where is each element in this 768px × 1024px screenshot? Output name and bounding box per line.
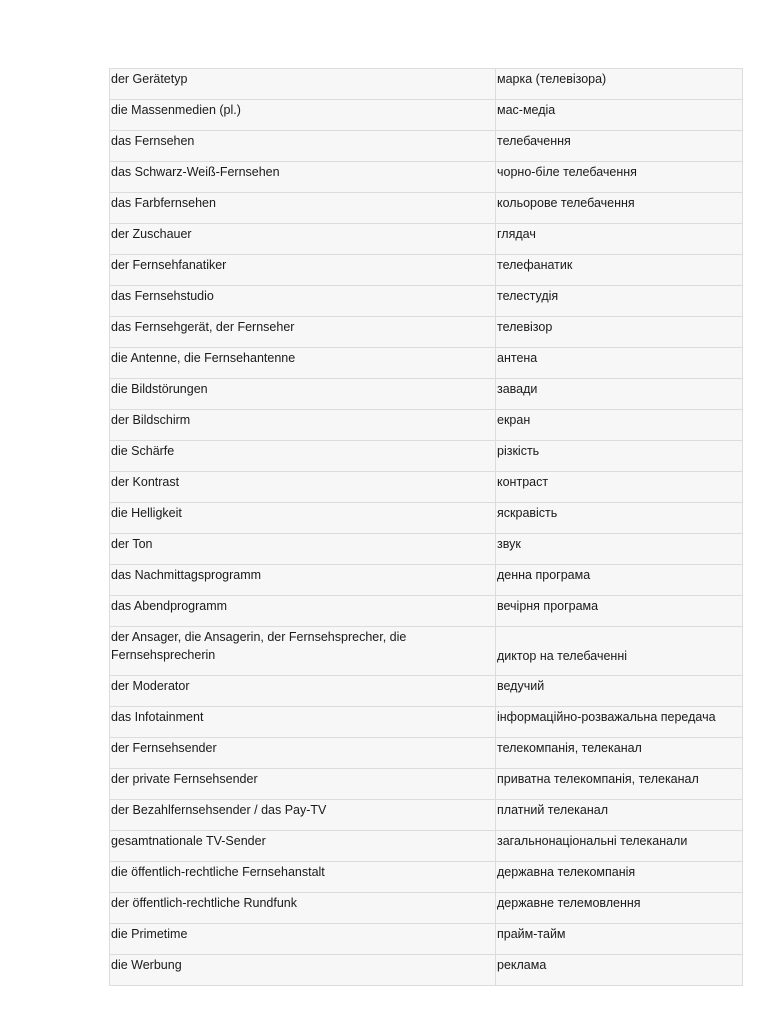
ukrainian-translation: завади xyxy=(496,379,743,410)
german-term: die Massenmedien (pl.) xyxy=(110,100,496,131)
table-row xyxy=(110,862,743,893)
table-row xyxy=(110,831,743,862)
table-row xyxy=(110,69,743,100)
german-term: das Fernsehen xyxy=(110,131,496,162)
ukrainian-translation: телебачення xyxy=(496,131,743,162)
german-term: das Farbfernsehen xyxy=(110,193,496,224)
german-term: der Ton xyxy=(110,534,496,565)
german-term: der Fernsehsender xyxy=(110,738,496,769)
german-term: der öffentlich-rechtliche Rundfunk xyxy=(110,893,496,924)
vocabulary-table xyxy=(109,68,743,986)
table-row xyxy=(110,503,743,534)
ukrainian-translation: телефанатик xyxy=(496,255,743,286)
ukrainian-translation: денна програма xyxy=(496,565,743,596)
table-row xyxy=(110,224,743,255)
table-row xyxy=(110,565,743,596)
german-term: die Werbung xyxy=(110,955,496,986)
german-term: der Kontrast xyxy=(110,472,496,503)
table-row xyxy=(110,596,743,627)
german-term: das Abendprogramm xyxy=(110,596,496,627)
ukrainian-translation: контраст xyxy=(496,472,743,503)
german-term: der Zuschauer xyxy=(110,224,496,255)
table-row xyxy=(110,286,743,317)
ukrainian-translation: телевізор xyxy=(496,317,743,348)
ukrainian-translation: інформаційно-розважальна передача xyxy=(496,707,743,738)
ukrainian-translation: реклама xyxy=(496,955,743,986)
ukrainian-translation: чорно-біле телебачення xyxy=(496,162,743,193)
table-row xyxy=(110,348,743,379)
german-term: der Bildschirm xyxy=(110,410,496,441)
ukrainian-translation: екран xyxy=(496,410,743,441)
german-term: die Bildstörungen xyxy=(110,379,496,410)
table-row xyxy=(110,676,743,707)
ukrainian-translation: загальнонаціональні телеканали xyxy=(496,831,743,862)
german-term: das Fernsehstudio xyxy=(110,286,496,317)
ukrainian-translation: антена xyxy=(496,348,743,379)
table-row xyxy=(110,738,743,769)
vocabulary-table-body xyxy=(110,69,743,986)
ukrainian-translation: телекомпанія, телеканал xyxy=(496,738,743,769)
ukrainian-translation: приватна телекомпанія, телеканал xyxy=(496,769,743,800)
ukrainian-translation: державна телекомпанія xyxy=(496,862,743,893)
table-row xyxy=(110,800,743,831)
german-term: das Nachmittagsprogramm xyxy=(110,565,496,596)
german-term: die Helligkeit xyxy=(110,503,496,534)
table-row xyxy=(110,441,743,472)
ukrainian-translation: державне телемовлення xyxy=(496,893,743,924)
german-term: die öffentlich-rechtliche Fernsehanstalt xyxy=(110,862,496,893)
ukrainian-translation: різкість xyxy=(496,441,743,472)
ukrainian-translation: кольорове телебачення xyxy=(496,193,743,224)
german-term: die Schärfe xyxy=(110,441,496,472)
german-term: die Primetime xyxy=(110,924,496,955)
table-row xyxy=(110,317,743,348)
document-page xyxy=(109,68,742,986)
german-term: das Fernsehgerät, der Fernseher xyxy=(110,317,496,348)
german-term: gesamtnationale TV-Sender xyxy=(110,831,496,862)
table-row xyxy=(110,534,743,565)
table-row xyxy=(110,627,743,676)
german-term: der Bezahlfernsehsender / das Pay-TV xyxy=(110,800,496,831)
german-term: das Schwarz-Weiß-Fernsehen xyxy=(110,162,496,193)
german-term: der Fernsehfanatiker xyxy=(110,255,496,286)
ukrainian-translation: яскравість xyxy=(496,503,743,534)
ukrainian-translation: мас-медіа xyxy=(496,100,743,131)
table-row xyxy=(110,410,743,441)
german-term: die Antenne, die Fernsehantenne xyxy=(110,348,496,379)
table-row xyxy=(110,707,743,738)
ukrainian-translation: марка (телевізора) xyxy=(496,69,743,100)
table-row xyxy=(110,131,743,162)
table-row xyxy=(110,769,743,800)
ukrainian-translation: прайм-тайм xyxy=(496,924,743,955)
table-row xyxy=(110,193,743,224)
ukrainian-translation: ведучий xyxy=(496,676,743,707)
ukrainian-translation: звук xyxy=(496,534,743,565)
german-term: der Moderator xyxy=(110,676,496,707)
german-term: der private Fernsehsender xyxy=(110,769,496,800)
table-row xyxy=(110,255,743,286)
german-term: der Gerätetyp xyxy=(110,69,496,100)
ukrainian-translation: вечірня програма xyxy=(496,596,743,627)
table-row xyxy=(110,955,743,986)
table-row xyxy=(110,893,743,924)
german-term: das Infotainment xyxy=(110,707,496,738)
table-row xyxy=(110,472,743,503)
german-term: der Ansager, die Ansagerin, der Fernsehsprecher, die Fernsehsprecherin xyxy=(110,627,496,676)
table-row xyxy=(110,162,743,193)
table-row xyxy=(110,100,743,131)
table-row xyxy=(110,379,743,410)
table-row xyxy=(110,924,743,955)
ukrainian-translation: диктор на телебаченні xyxy=(496,627,743,676)
ukrainian-translation: платний телеканал xyxy=(496,800,743,831)
ukrainian-translation: глядач xyxy=(496,224,743,255)
ukrainian-translation: телестудія xyxy=(496,286,743,317)
